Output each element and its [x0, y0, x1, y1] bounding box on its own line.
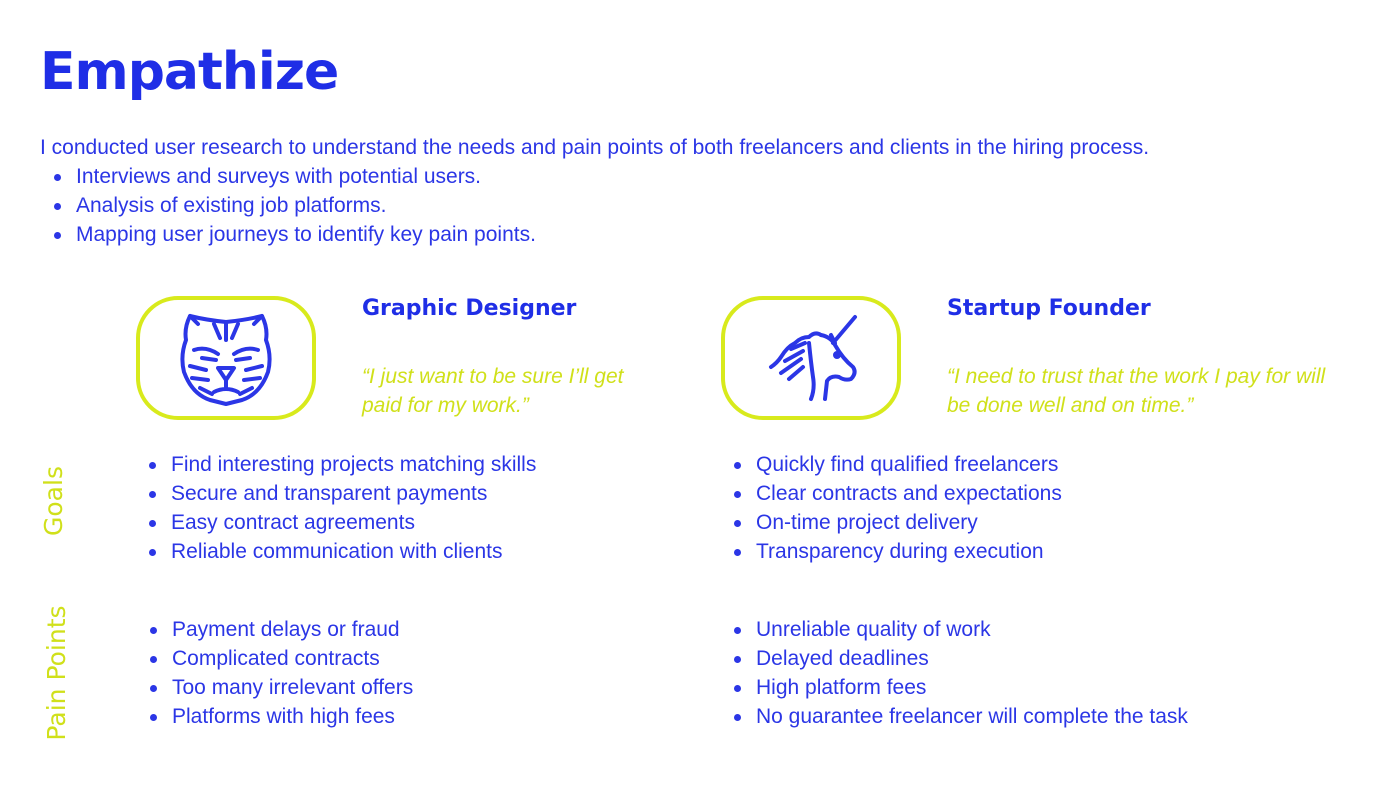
pain-points-list-designer — [136, 615, 413, 731]
list-item: High platform fees — [720, 673, 1188, 702]
list-item: Platforms with high fees — [136, 702, 413, 731]
quote-line: be done well and on time.” — [947, 394, 1194, 417]
list-item: Find interesting projects matching skills — [135, 450, 536, 479]
list-item: Delayed deadlines — [720, 644, 1188, 673]
list-item: Analysis of existing job platforms. — [40, 191, 1380, 220]
persona-name-founder: Startup Founder — [947, 296, 1151, 321]
persona-name-designer: Graphic Designer — [362, 296, 577, 321]
tiger-icon — [176, 310, 276, 406]
list-item: Reliable communication with clients — [135, 537, 536, 566]
quote-line: “I just want to be sure I’ll get — [362, 365, 624, 388]
persona-avatar-designer — [136, 296, 316, 420]
list-item: Too many irrelevant offers — [136, 673, 413, 702]
quote-line: paid for my work.” — [362, 394, 529, 417]
list-item: Secure and transparent payments — [135, 479, 536, 508]
list-item: Transparency during execution — [720, 537, 1062, 566]
list-item: On-time project delivery — [720, 508, 1062, 537]
persona-avatar-founder — [721, 296, 901, 420]
persona-quote-designer — [362, 362, 623, 420]
pain-points-list-founder — [720, 615, 1188, 731]
list-item: Quickly find qualified freelancers — [720, 450, 1062, 479]
goals-label: Goals — [39, 466, 68, 536]
list-item: Unreliable quality of work — [720, 615, 1188, 644]
intro-section — [40, 133, 1380, 249]
list-item: Mapping user journeys to identify key pain points. — [40, 220, 1380, 249]
list-item: No guarantee freelancer will complete the task — [720, 702, 1188, 731]
list-item: Complicated contracts — [136, 644, 413, 673]
list-item: Payment delays or fraud — [136, 615, 413, 644]
list-item: Clear contracts and expectations — [720, 479, 1062, 508]
goals-list-founder — [720, 450, 1062, 566]
quote-line: “I need to trust that the work I pay for will — [947, 365, 1326, 388]
unicorn-icon — [761, 313, 861, 403]
page-title: Empathize — [40, 42, 339, 102]
list-item: Easy contract agreements — [135, 508, 536, 537]
pain-points-label: Pain Points — [42, 605, 71, 741]
intro-text: I conducted user research to understand the needs and pain points of both freelancers and clients in the hiring process. — [40, 136, 1150, 159]
persona-quote-founder — [947, 362, 1325, 420]
research-methods-list — [40, 162, 1380, 249]
goals-list-designer — [135, 450, 536, 566]
list-item: Interviews and surveys with potential users. — [40, 162, 1380, 191]
